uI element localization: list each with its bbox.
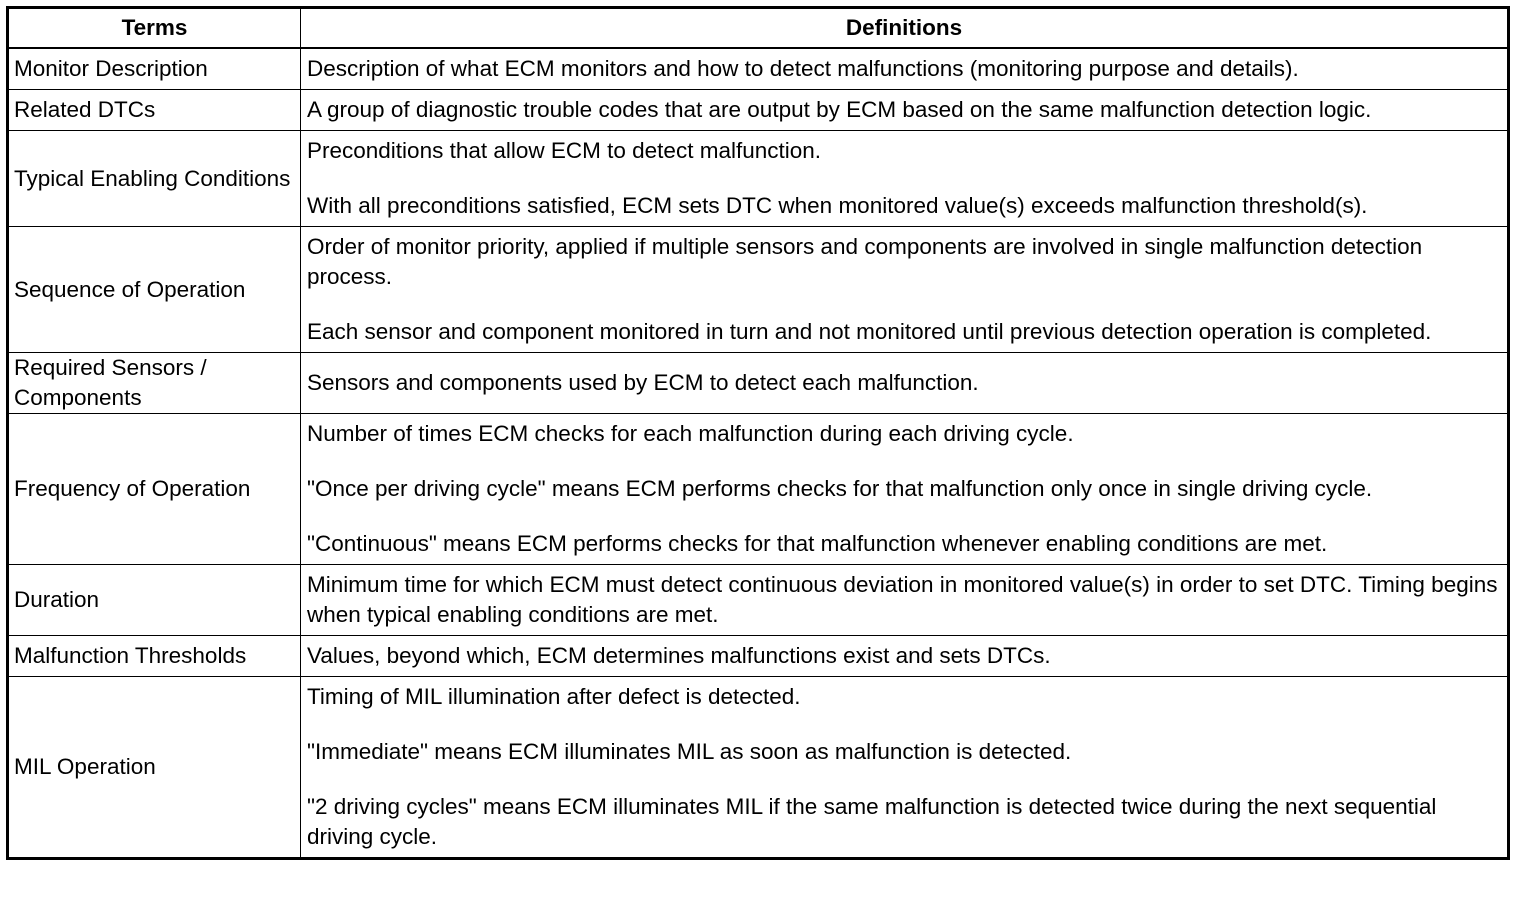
terms-definitions-table-wrapper xyxy=(6,6,1510,860)
definition-cell xyxy=(301,48,1509,90)
definition-paragraph: Timing of MIL illumination after defect is detected. xyxy=(307,684,801,709)
term-cell: Sequence of Operation xyxy=(8,227,301,353)
term-cell: Related DTCs xyxy=(8,90,301,131)
definition-paragraph: "Continuous" means ECM performs checks for that malfunction whenever enabling conditions are met. xyxy=(307,531,1328,556)
table-row xyxy=(8,90,1509,131)
definition-paragraph: With all preconditions satisfied, ECM sets DTC when monitored value(s) exceeds malfunction threshold(s). xyxy=(307,193,1368,218)
term-cell: Monitor Description xyxy=(8,48,301,90)
terms-definitions-table xyxy=(6,6,1510,860)
header-row xyxy=(8,8,1509,49)
definition-paragraph: Minimum time for which ECM must detect continuous deviation in monitored value(s) in order to set DTC. Timing begins when typical enabling conditions are met. xyxy=(307,572,1498,627)
definition-cell xyxy=(301,131,1509,227)
term-cell: Duration xyxy=(8,565,301,636)
term-cell: Typical Enabling Conditions xyxy=(8,131,301,227)
table-row xyxy=(8,677,1509,859)
definition-cell xyxy=(301,677,1509,859)
table-row xyxy=(8,565,1509,636)
table-row xyxy=(8,636,1509,677)
definition-paragraph: Values, beyond which, ECM determines malfunctions exist and sets DTCs. xyxy=(307,643,1051,668)
definition-paragraph: Description of what ECM monitors and how to detect malfunctions (monitoring purpose and details). xyxy=(307,56,1299,81)
definition-paragraph: Preconditions that allow ECM to detect malfunction. xyxy=(307,138,822,163)
table-row xyxy=(8,48,1509,90)
definition-cell xyxy=(301,227,1509,353)
term-cell: Malfunction Thresholds xyxy=(8,636,301,677)
definitions-column-header: Definitions xyxy=(301,8,1509,49)
term-cell: Required Sensors / Components xyxy=(8,353,301,414)
table-row xyxy=(8,227,1509,353)
term-cell: Frequency of Operation xyxy=(8,414,301,565)
term-cell: MIL Operation xyxy=(8,677,301,859)
table-body xyxy=(8,48,1509,859)
table-row xyxy=(8,414,1509,565)
definition-paragraph: Order of monitor priority, applied if multiple sensors and components are involved in single malfunction detection process. xyxy=(307,234,1423,289)
definition-cell xyxy=(301,353,1509,414)
definition-paragraph: A group of diagnostic trouble codes that are output by ECM based on the same malfunction detection logic. xyxy=(307,97,1372,122)
definition-paragraph: "Once per driving cycle" means ECM performs checks for that malfunction only once in single driving cycle. xyxy=(307,476,1373,501)
definition-cell xyxy=(301,636,1509,677)
table-row xyxy=(8,353,1509,414)
table-row xyxy=(8,131,1509,227)
definition-cell xyxy=(301,565,1509,636)
terms-column-header: Terms xyxy=(8,8,301,49)
definition-paragraph: Number of times ECM checks for each malfunction during each driving cycle. xyxy=(307,421,1074,446)
definition-paragraph: Each sensor and component monitored in turn and not monitored until previous detection operation is completed. xyxy=(307,319,1432,344)
definition-paragraph: "Immediate" means ECM illuminates MIL as soon as malfunction is detected. xyxy=(307,739,1072,764)
definition-paragraph: Sensors and components used by ECM to detect each malfunction. xyxy=(307,370,979,395)
definition-cell xyxy=(301,414,1509,565)
definition-cell xyxy=(301,90,1509,131)
definition-paragraph: "2 driving cycles" means ECM illuminates MIL if the same malfunction is detected twice during the next sequential driving cycle. xyxy=(307,794,1437,849)
